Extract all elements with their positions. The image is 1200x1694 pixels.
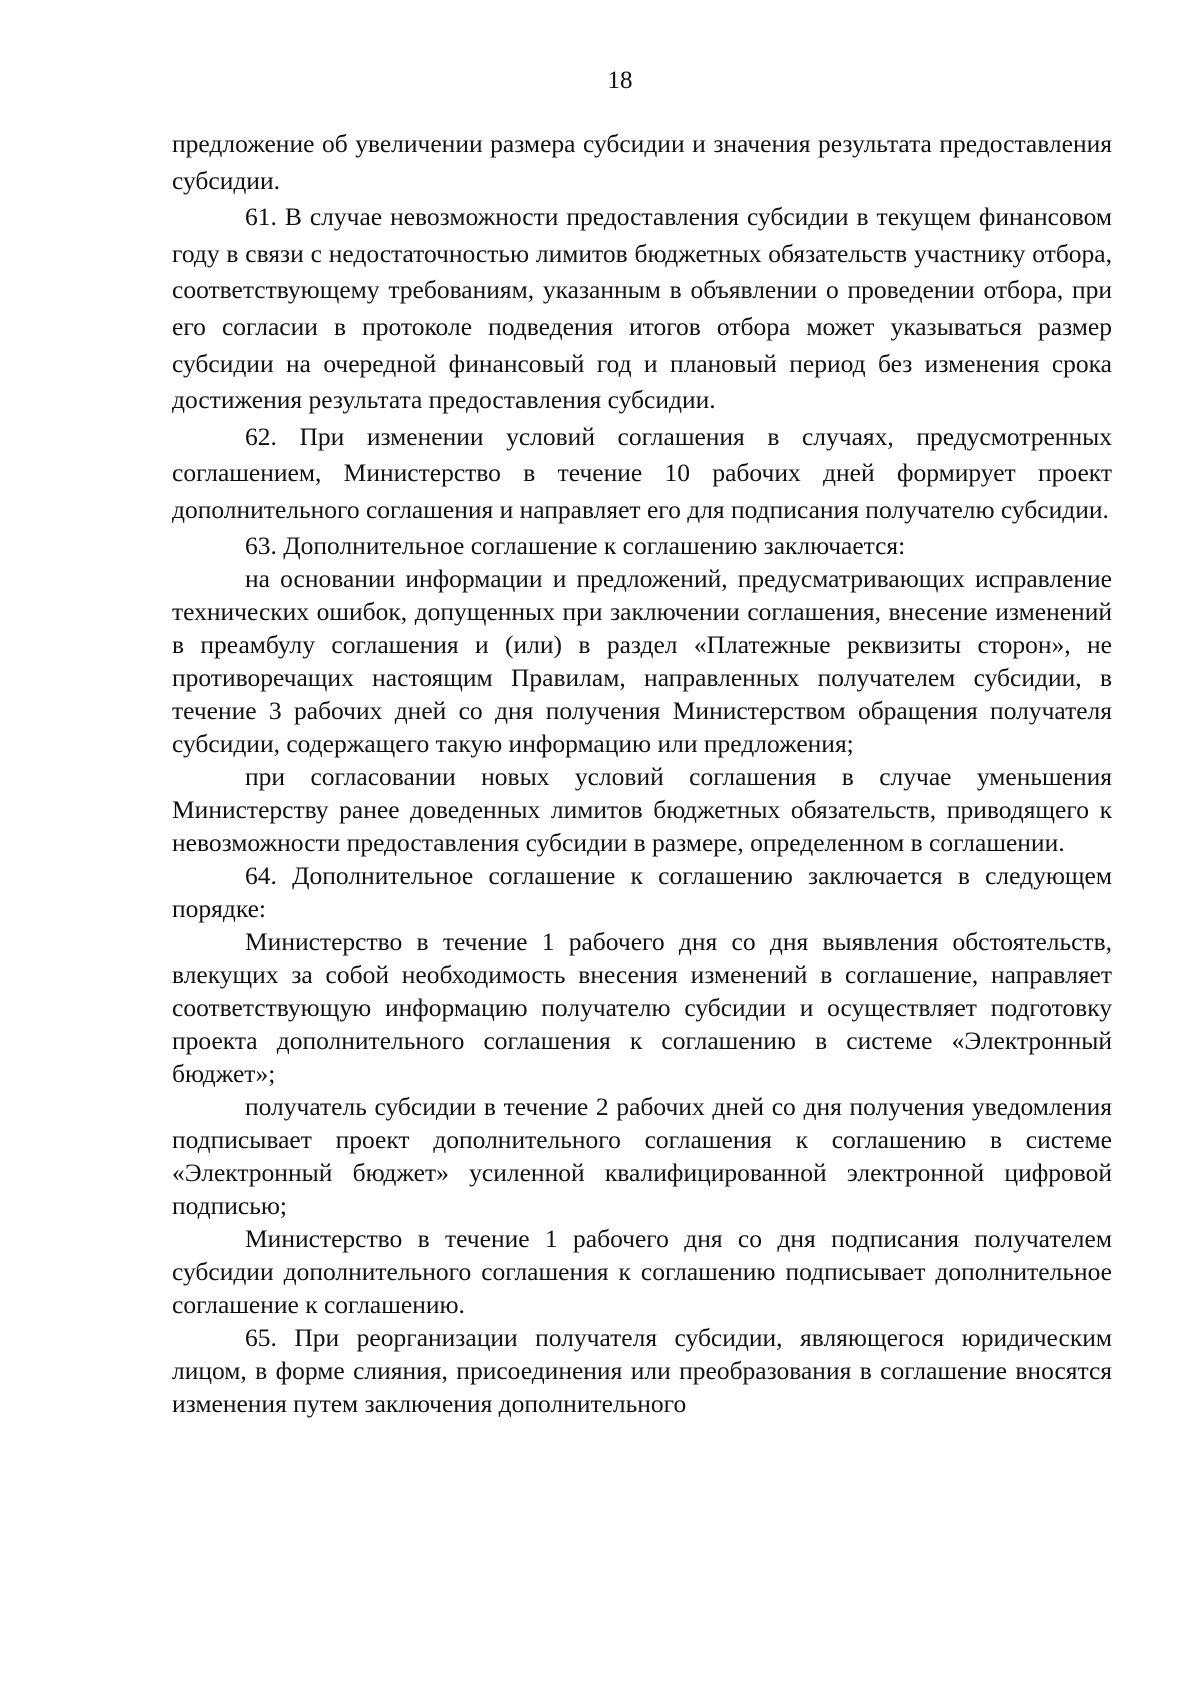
paragraph-64-item-1: Министерство в течение 1 рабочего дня со дня выявления обстоятельств, влекущих за собой необходимость внесения изменений в соглашение, направляет соответствующую информацию получателю субсидии и осуществляет подготовку проекта дополнительного соглашения к соглашению в системе «Электронный бюджет»; <box>172 926 1112 1088</box>
paragraph-60-continuation: предложение об увеличении размера субсидии и значения результата предоставления субсидии. <box>172 129 1112 195</box>
page-number: 18 <box>607 67 633 94</box>
paragraph-64-item-3: Министерство в течение 1 рабочего дня со дня подписания получателем субсидии дополнительного соглашения к соглашению подписывает дополнительное соглашение к соглашению. <box>172 1223 1112 1319</box>
paragraph-65: 65. При реорганизации получателя субсидии, являющегося юридическим лицом, в форме слияния, присоединения или преобразования в соглашение вносятся изменения путем заключения дополнительного <box>172 1322 1112 1418</box>
paragraph-63: 63. Дополнительное соглашение к соглашению заключается: <box>245 530 906 560</box>
paragraph-61: 61. В случае невозможности предоставления субсидии в текущем финансовом году в связи с недостаточностью лимитов бюджетных обязательств участнику отбора, соответствующему требованиям, указанным в объявлении о проведении отбора, при его согласии в протоколе подведения итогов отбора может указываться размер субсидии на очередной финансовый год и плановый период без изменения срока достижения результата предоставления субсидии. <box>172 202 1112 415</box>
paragraph-63-item-2: при согласовании новых условий соглашения в случае уменьшения Министерству ранее доведенных лимитов бюджетных обязательств, приводящего к невозможности предоставления субсидии в размере, определенном в соглашении. <box>172 761 1112 857</box>
paragraph-62: 62. При изменении условий соглашения в случаях, предусмотренных соглашением, Министерство в течение 10 рабочих дней формирует проект дополнительного соглашения и направляет его для подписания получателю субсидии. <box>172 421 1112 524</box>
paragraph-64: 64. Дополнительное соглашение к соглашению заключается в следующем порядке: <box>172 860 1112 923</box>
document-body <box>172 126 1112 1420</box>
paragraph-63-item-1: на основании информации и предложений, предусматривающих исправление технических ошибок, допущенных при заключении соглашения, внесение изменений в преамбулу соглашения и (или) в раздел «Платежные реквизиты сторон», не противоречащих настоящим Правилам, направленных получателем субсидии, в течение 3 рабочих дней со дня получения Министерством обращения получателя субсидии, содержащего такую информацию или предложения; <box>172 563 1112 758</box>
paragraph-64-item-2: получатель субсидии в течение 2 рабочих дней со дня получения уведомления подписывает проект дополнительного соглашения к соглашению в системе «Электронный бюджет» усиленной квалифицированной электронной цифровой подписью; <box>172 1091 1112 1220</box>
